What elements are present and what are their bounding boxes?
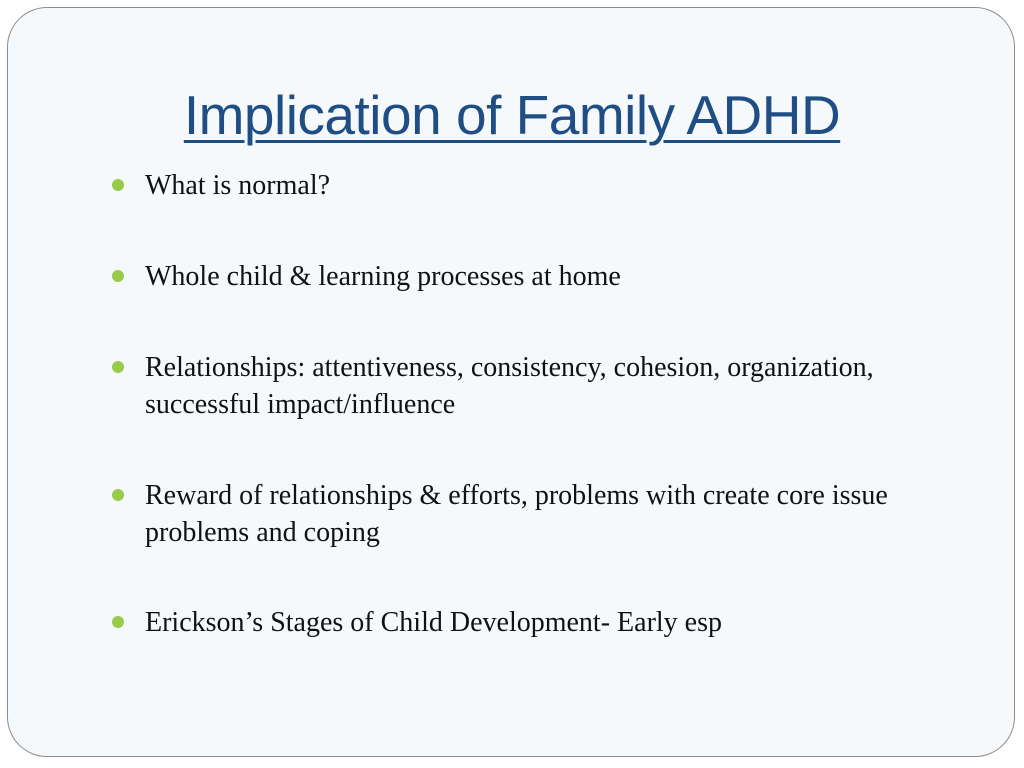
bullet-dot-icon [112, 179, 124, 191]
bullet-item-what-is-normal [112, 167, 912, 204]
bullet-text: Erickson’s Stages of Child Development- Early esp [145, 607, 722, 638]
bullet-text: Reward of relationships & efforts, problems with create core issue problems and coping [145, 480, 888, 548]
bullet-dot-icon [112, 361, 124, 373]
bullet-dot-icon [112, 489, 124, 501]
bullet-text: Whole child & learning processes at home [145, 261, 621, 292]
bullet-item-reward [112, 477, 912, 551]
bullet-text: What is normal? [145, 170, 331, 201]
bullet-dot-icon [112, 270, 124, 282]
bullet-text: Relationships: attentiveness, consistency, cohesion, organization, successful impact/influence [145, 352, 874, 420]
bullet-item-whole-child [112, 258, 912, 295]
bullet-dot-icon [112, 616, 124, 628]
bullet-item-relationships [112, 349, 912, 423]
bullet-item-erickson [112, 604, 912, 641]
slide-title: Implication of Family ADHD [183, 84, 841, 146]
